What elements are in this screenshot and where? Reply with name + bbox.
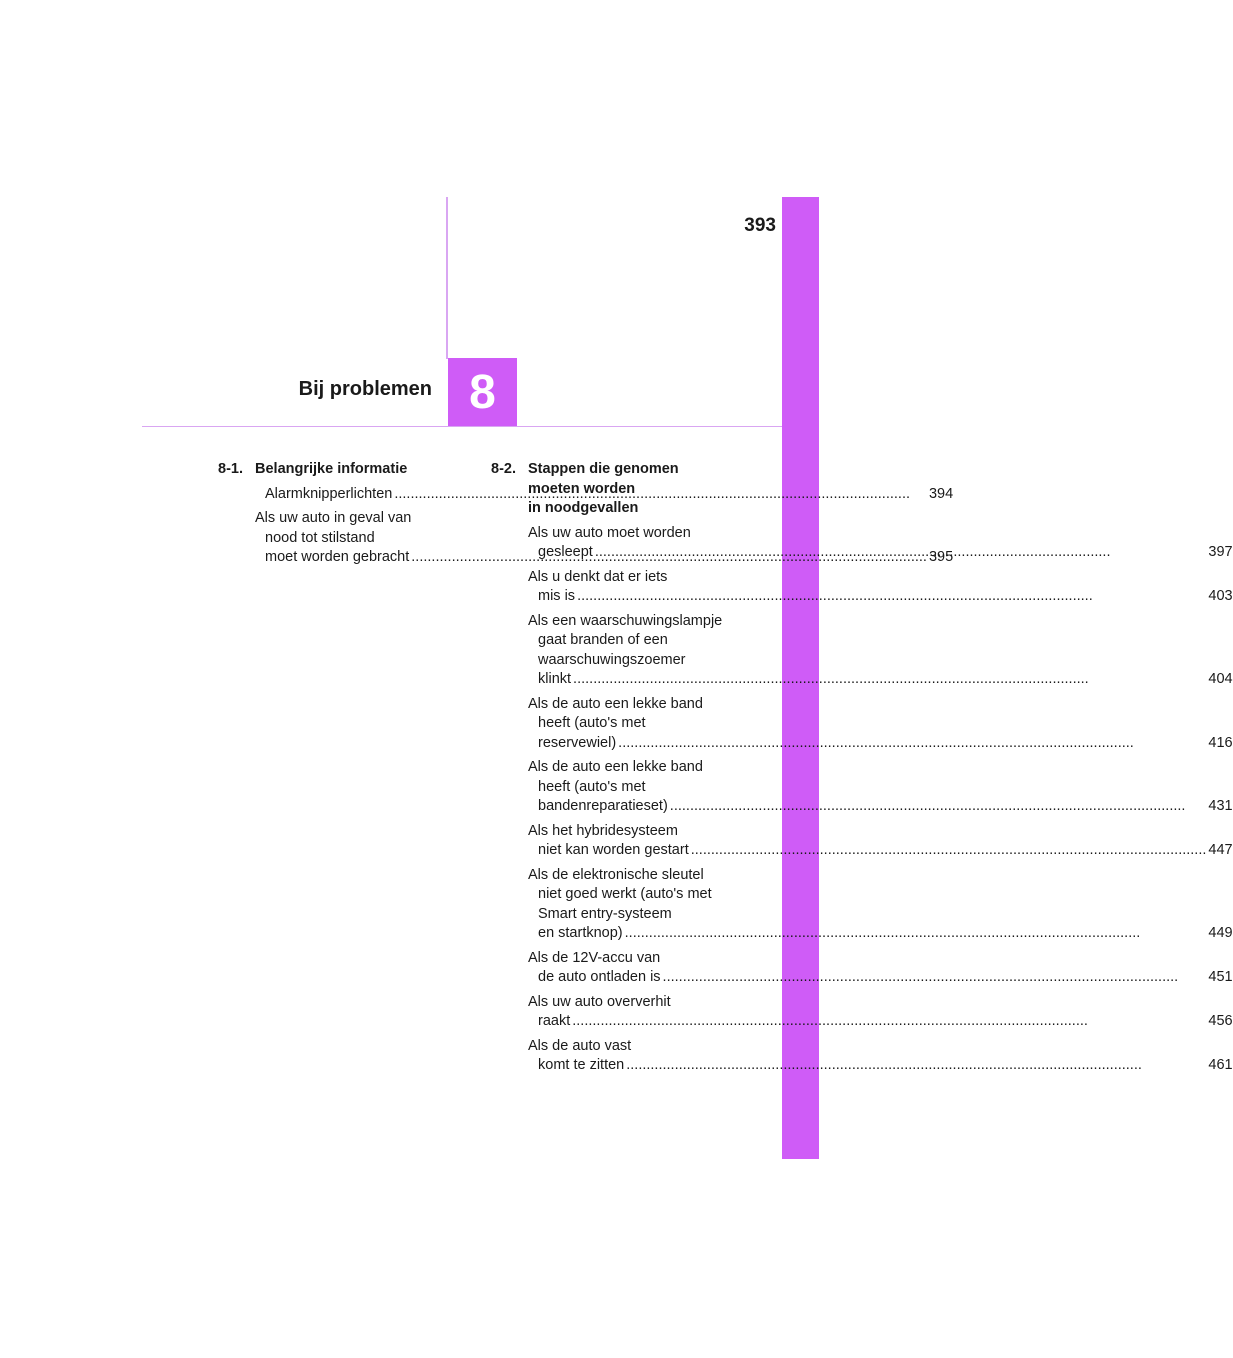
toc-entry[interactable]	[528, 1037, 1233, 1076]
dot-leader	[626, 1056, 1206, 1076]
toc-entry-line: Als de auto een lekke band	[528, 759, 703, 775]
toc-entry-line: waarschuwingszoemer	[538, 651, 686, 668]
section-number: 8-2.	[491, 461, 516, 477]
chapter-title: Bij problemen	[298, 378, 432, 400]
toc-entry[interactable]	[528, 524, 1233, 563]
page-number: 393	[744, 215, 776, 236]
toc-entry[interactable]	[528, 695, 1233, 754]
dot-leader	[573, 670, 1206, 690]
toc-entry-page: 431	[1208, 798, 1233, 814]
toc-entry-line: Als de auto vast	[528, 1037, 632, 1054]
toc-entry-text: en startknop)	[538, 925, 623, 941]
toc-entry-last-line	[538, 734, 1233, 754]
toc-entry-page: 394	[928, 485, 954, 502]
toc-entry[interactable]	[528, 758, 1233, 817]
toc-entry-text: de auto ontladen is	[538, 969, 661, 985]
toc-entry-last-line	[538, 670, 1233, 690]
section-title-line: moeten worden	[528, 480, 636, 497]
dot-leader	[625, 924, 1207, 944]
section-title-line: in noodgevallen	[528, 500, 639, 516]
toc-entry-text: reservewiel)	[538, 734, 617, 751]
toc-entry-text: gesleept	[538, 544, 593, 560]
toc-entry-line: Als u denkt dat er iets	[528, 568, 668, 585]
header-horizontal-rule	[142, 426, 782, 427]
toc-entry[interactable]	[528, 993, 1233, 1032]
section-title-line: Stappen die genomen	[528, 461, 679, 477]
section-title	[528, 460, 1233, 519]
dot-leader	[670, 797, 1207, 817]
toc-entry-line: gaat branden of een	[538, 632, 668, 648]
toc-entry-line: heeft (auto's met	[538, 715, 646, 731]
toc-entry-last-line	[538, 587, 1233, 607]
section-title-line: Belangrijke informatie	[255, 461, 408, 477]
toc-entry-line: Als de 12V-accu van	[528, 949, 661, 966]
section-body	[528, 460, 1233, 1076]
toc-entry-page: 451	[1208, 969, 1233, 985]
toc-entry-line: Smart entry-systeem	[538, 905, 672, 922]
toc-entry-page: 397	[1208, 544, 1233, 560]
toc-entry-text: komt te zitten	[538, 1057, 625, 1073]
toc-entry-text: niet kan worden gestart	[538, 842, 689, 858]
section-number: 8-1.	[218, 461, 243, 477]
toc-entry-line: Als een waarschuwingslampje	[528, 612, 723, 629]
toc-entry-line: Als uw auto oververhit	[528, 993, 671, 1010]
toc-entry-text: bandenreparatieset)	[538, 798, 668, 814]
chapter-number-box	[448, 358, 517, 427]
toc-entry-page: 456	[1208, 1013, 1233, 1029]
toc-entry-line: Als het hybridesysteem	[528, 822, 678, 839]
toc-entry-page: 395	[928, 549, 954, 565]
toc-entry-page: 416	[1208, 734, 1233, 751]
toc-entry-last-line	[538, 841, 1233, 861]
toc-entry-last-line	[538, 797, 1233, 817]
toc-entry-line: Als uw auto in geval van	[255, 510, 412, 526]
toc-entry-last-line	[538, 1056, 1233, 1076]
toc-entry-line: heeft (auto's met	[538, 778, 646, 795]
toc-entry-line: Als de elektronische sleutel	[528, 866, 704, 883]
toc-entry-text: Alarmknipperlichten	[265, 485, 393, 502]
toc-entry-page: 461	[1208, 1057, 1233, 1073]
toc-entry[interactable]	[528, 822, 1233, 861]
toc-entry-text: klinkt	[538, 671, 572, 687]
dot-leader	[577, 587, 1206, 607]
toc-entry[interactable]	[528, 866, 1233, 944]
toc-entry-last-line	[538, 1012, 1233, 1032]
dot-leader	[618, 734, 1206, 754]
toc-entry[interactable]	[528, 568, 1233, 607]
toc-entry-last-line	[538, 924, 1233, 944]
toc-entry-text: moet worden gebracht	[265, 549, 410, 565]
toc-entry-text: raakt	[538, 1013, 571, 1029]
toc-entry-line: niet goed werkt (auto's met	[538, 886, 712, 902]
dot-leader	[691, 841, 1207, 861]
header-vertical-rule	[446, 197, 448, 359]
toc-entry-page: 447	[1208, 842, 1233, 858]
toc-entry-page: 403	[1208, 588, 1233, 604]
toc-entry[interactable]	[528, 949, 1233, 988]
toc-entry[interactable]	[528, 612, 1233, 690]
toc-entry-page: 449	[1208, 925, 1233, 941]
toc-entry-page: 404	[1208, 671, 1233, 687]
toc-entry-text: mis is	[538, 588, 576, 604]
dot-leader	[595, 543, 1207, 563]
dot-leader	[572, 1012, 1206, 1032]
toc-entry-last-line	[538, 543, 1233, 563]
toc-entry-line: nood tot stilstand	[265, 529, 375, 546]
dot-leader	[663, 968, 1207, 988]
toc-entry-line: Als de auto een lekke band	[528, 695, 703, 712]
chapter-number: 8	[469, 366, 496, 419]
toc-entry-line: Als uw auto moet worden	[528, 524, 691, 541]
toc-entry-last-line	[538, 968, 1233, 988]
